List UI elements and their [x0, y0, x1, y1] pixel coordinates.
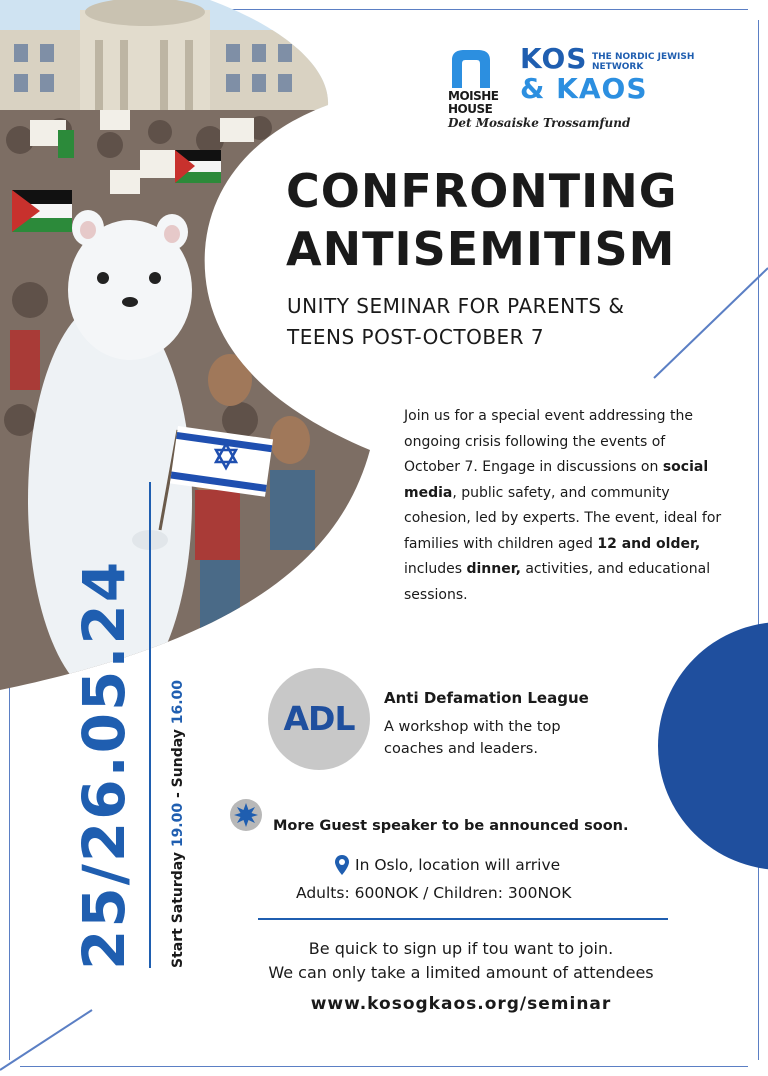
desc-part-1: Join us for a special event addressing the ongoing crisis following the events of October 7. Engage in discussions on [404, 408, 693, 475]
adl-logo [268, 668, 370, 770]
kos-logo-line2: & KAOS [520, 72, 648, 105]
location-pin-icon [335, 855, 349, 875]
adl-title: Anti Defamation League [384, 689, 589, 707]
logo-block [446, 44, 706, 144]
mosaiske-trossamfund-text: Det Mosaiske Trossamfund [448, 116, 631, 130]
title-line-2: ANTISEMITISM [286, 222, 676, 276]
page-title [286, 162, 746, 278]
location-text: In Oslo, location will arrive [355, 856, 561, 874]
nordic-network-text: THE NORDIC JEWISH NETWORK [592, 52, 695, 72]
desc-part-2: , public safety, and community cohesion, led by experts. The event, ideal for families with children aged [404, 484, 722, 552]
guest-speaker-note: More Guest speaker to be announced soon. [273, 818, 629, 834]
signup-line-2: We can only take a limited amount of attendees [268, 963, 654, 982]
time-separator: - Sunday [170, 724, 186, 803]
desc-bold-age: 12 and older, [597, 535, 701, 552]
desc-bold-dinner: dinner, [466, 561, 521, 577]
desc-part-4: activities, and educational sessions. [404, 561, 711, 603]
website-link[interactable]: www.kosogkaos.org/seminar [310, 994, 612, 1014]
moishe-house-logo-icon [450, 48, 492, 90]
subtitle-line-2: TEENS POST-OCTOBER 7 [287, 325, 545, 349]
event-time [168, 680, 188, 968]
event-description [404, 404, 724, 608]
signup-note [236, 937, 686, 985]
event-date: 25/26.05.24 [70, 559, 138, 970]
desc-bold-social-media: social media [404, 459, 709, 501]
time-end: 16.00 [170, 679, 186, 725]
subtitle [287, 291, 707, 353]
price-text: Adults: 600NOK / Children: 300NOK [296, 884, 572, 902]
time-start-label: Start Saturday [170, 847, 186, 968]
adl-logo-text: ADL [283, 699, 355, 738]
adl-description: A workshop with the top coaches and leaders. [384, 719, 561, 757]
star-badge-icon [229, 798, 263, 832]
moishe-house-text: MOISHE HOUSE [448, 89, 499, 116]
subtitle-line-1: UNITY SEMINAR FOR PARENTS & [287, 294, 625, 318]
desc-part-3: includes [404, 561, 467, 577]
time-start: 19.00 [170, 802, 186, 848]
divider-line [258, 918, 668, 920]
signup-line-1: Be quick to sign up if tou want to join. [308, 939, 614, 958]
title-line-1: CONFRONTING [286, 164, 678, 218]
kos-logo-line1: KOS [520, 42, 588, 75]
date-divider-line [149, 482, 151, 968]
